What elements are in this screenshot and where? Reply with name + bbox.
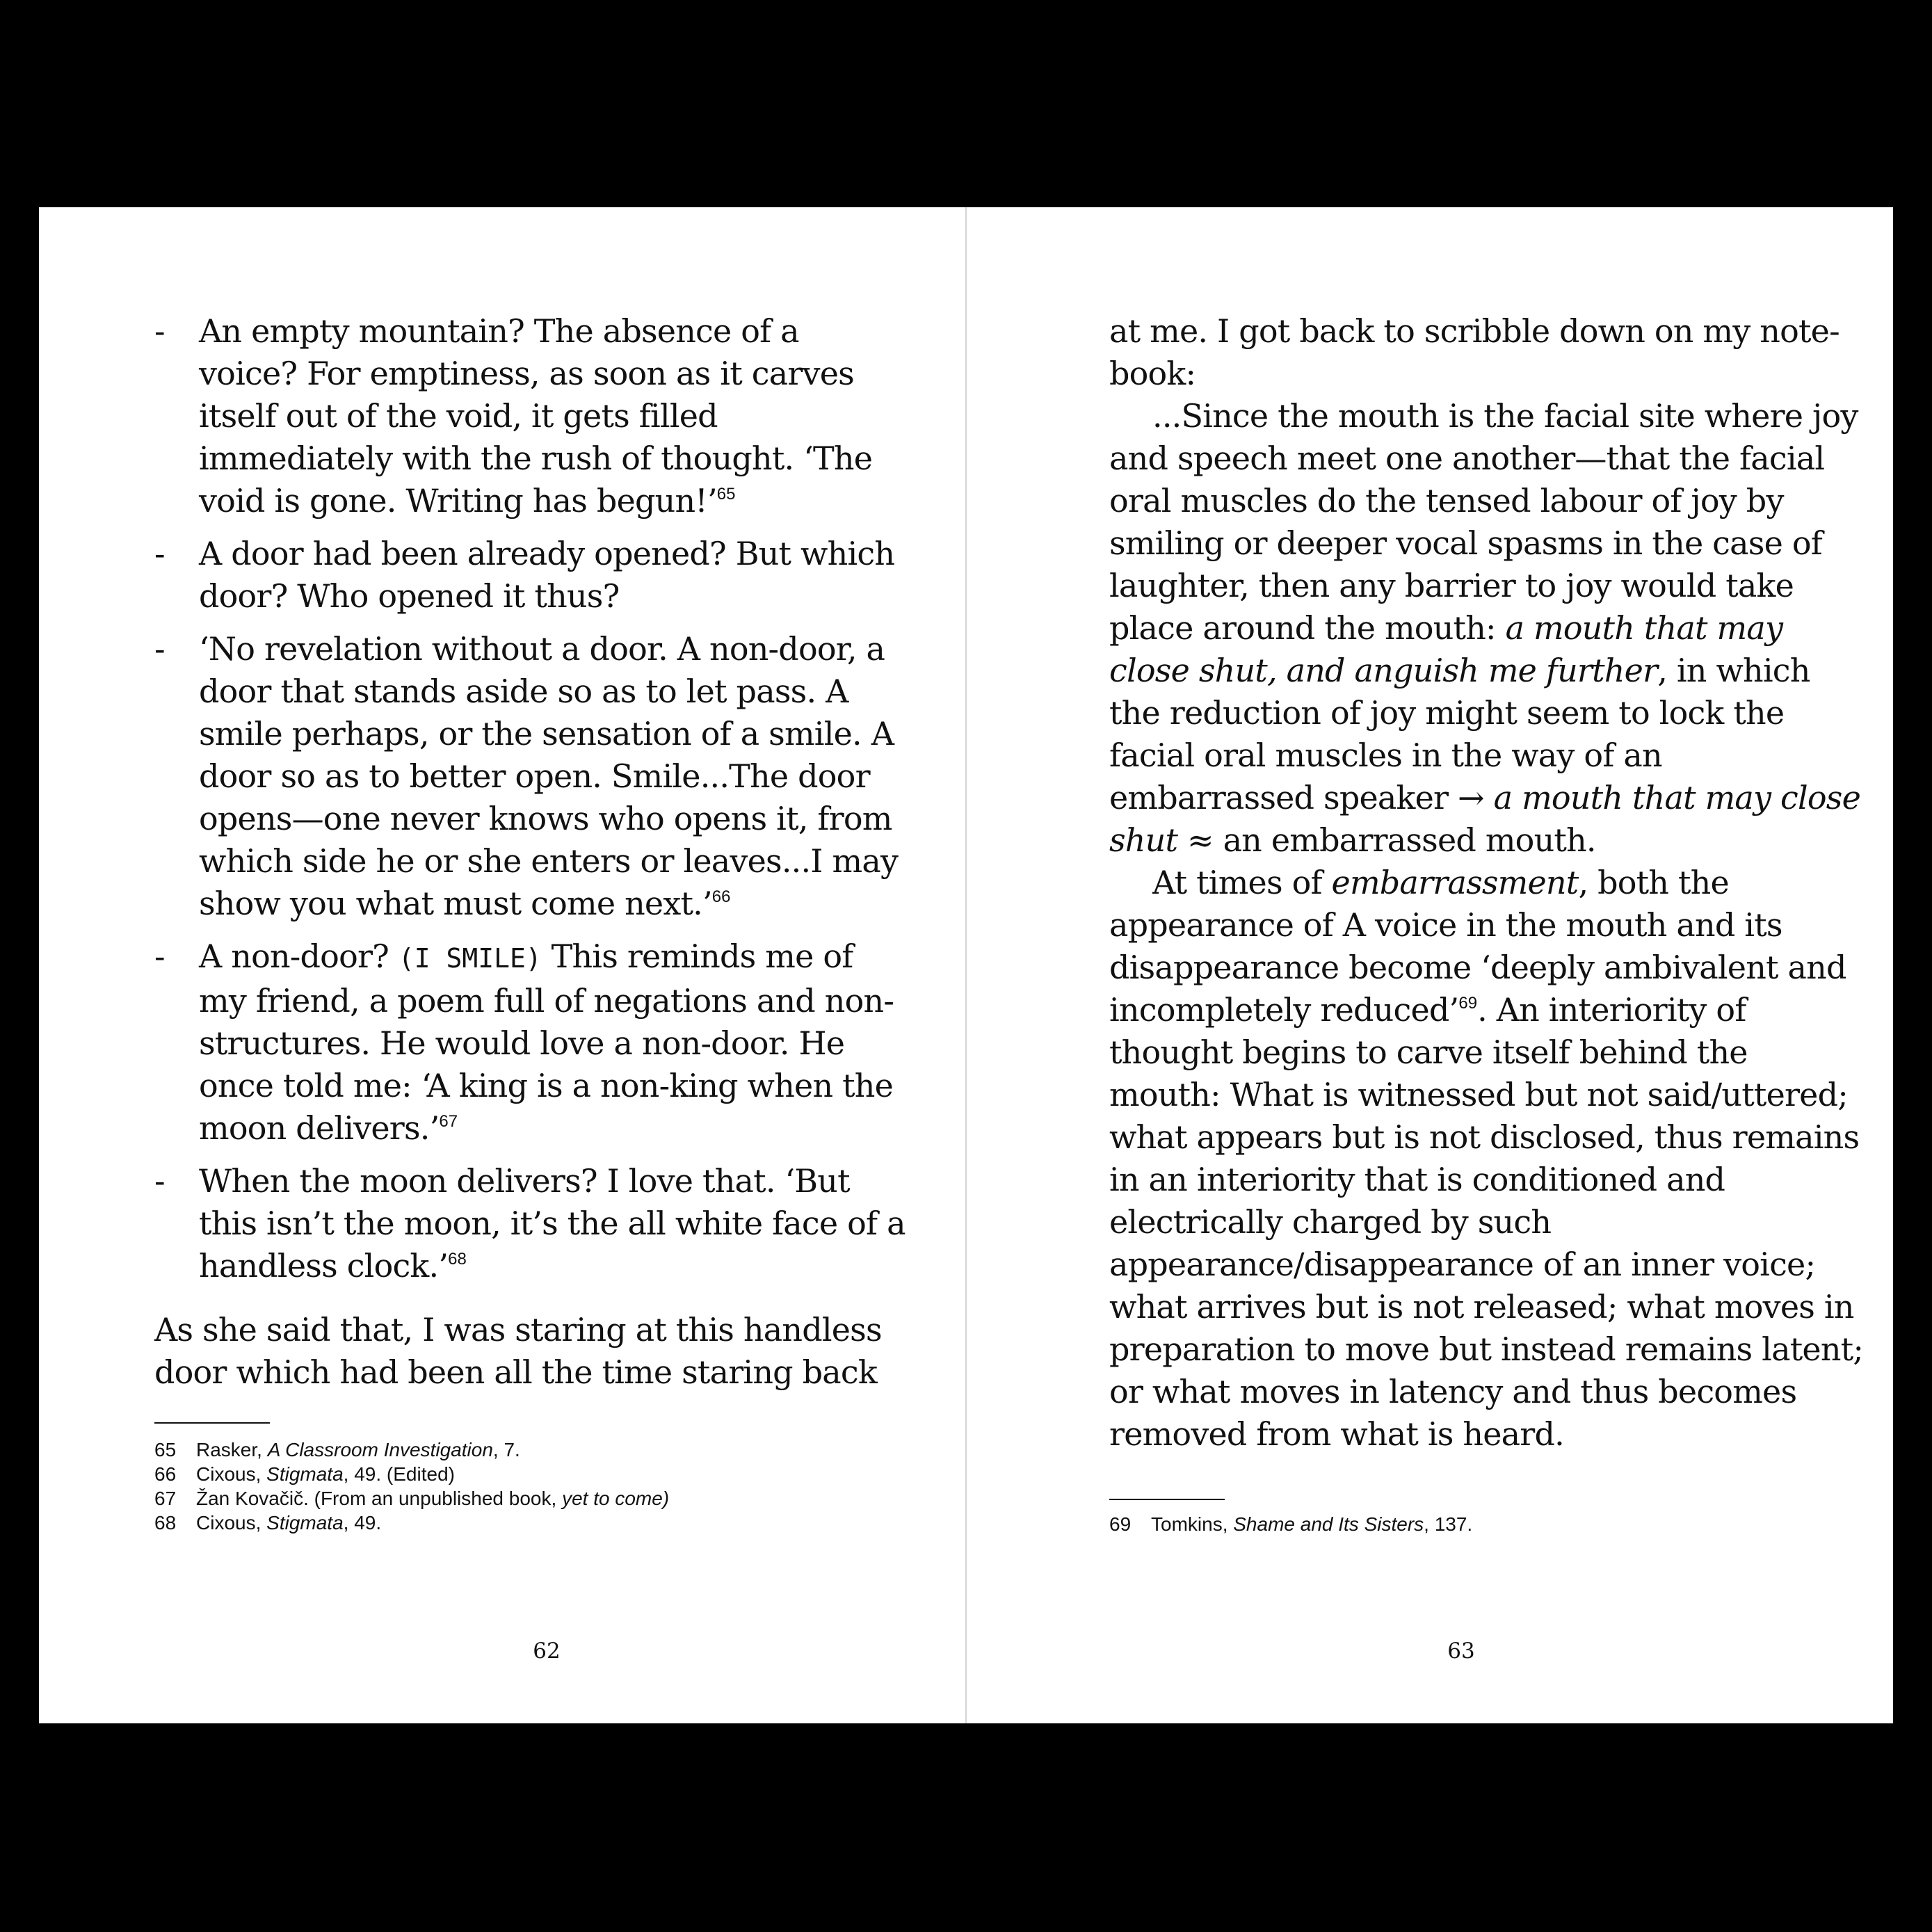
footnote: [154, 1486, 669, 1511]
dialogue-text: When the moon delivers? I love that. ‘But this isn’t the moon, it’s the all white face of a handless clock.’: [199, 1162, 905, 1285]
dialogue-text: A non-door?: [199, 937, 389, 975]
footnotes: [1109, 1512, 1472, 1536]
closing-paragraph: As she said that, I was staring at this handless door which had been all the time staring back: [154, 1311, 882, 1391]
text-run: , both the appearance of A voice in the mouth and its disappearance become ‘deeply ambivalent and incompletely reduced’: [1109, 864, 1846, 1029]
footnote-number: 68: [154, 1512, 177, 1533]
footnote-ref: 67: [439, 1112, 458, 1131]
footnote-title: Stigmata: [266, 1463, 344, 1485]
page-number: 62: [533, 1639, 561, 1664]
footnote-text: Žan Kovačič. (From an unpublished book,: [196, 1488, 563, 1509]
text-run: At times of: [1152, 864, 1322, 901]
text-run: . An interiority of thought begins to carve itself behind the mouth: What is witnessed but not said/uttered; what appears but is not disclosed, thus remains in an interiority that is conditioned and electrically charged by such appearance/disappearance of an inner voice; what arrives but is not released; what moves in preparation to move but instead remains latent; or what moves in latency and thus becomes removed from what is heard.: [1109, 991, 1864, 1453]
dialogue-item: [154, 310, 905, 522]
footnote-title: Stigmata: [266, 1512, 344, 1533]
text-run: ...Since the mouth is the facial site where joy and speech meet one another—that the facial oral muscles do the tensed labour of joy by smiling or deeper vocal spasms in the case of laughter, then any barrier to joy would take place around the mouth:: [1109, 397, 1858, 647]
dialogue-text: An empty mountain? The absence of a voice? For emptiness, as soon as it carves itself out of the void, it gets filled immediately with the rush of thought. ‘The void is gone. Writing has begun!’: [199, 312, 873, 520]
dialogue-text: This reminds me of my friend, a poem full of negations and non-structures. He would love a non-door. He once told me: ‘A king is a non-king when the moon delivers.’: [199, 937, 894, 1147]
footnote-text: , 49.: [343, 1512, 382, 1533]
dialogue-dash: -: [154, 937, 165, 975]
paragraph: [1109, 862, 1867, 1456]
footnote-text: , 7.: [492, 1439, 520, 1460]
left-page: [39, 207, 965, 1723]
dialogue-item: [154, 1160, 905, 1287]
dialogue-item: [154, 533, 905, 618]
italic-run: embarrassment: [1331, 864, 1579, 901]
dialogue-dash: -: [154, 312, 165, 350]
footnote-text: , 137.: [1424, 1513, 1473, 1535]
approx-symbol: ≈: [1186, 821, 1214, 859]
footnote-text: Cixous,: [196, 1463, 267, 1485]
dialogue-list: [154, 310, 905, 1298]
footnote-title: yet to come): [562, 1488, 670, 1509]
dialogue-item: [154, 628, 905, 925]
dialogue-dash: -: [154, 1162, 165, 1200]
text-run: , in which the reduction of joy might seem to lock the facial oral muscles in the way of an embarrassed speaker: [1109, 652, 1810, 816]
footnote-ref: 68: [448, 1250, 467, 1269]
footnote-ref: 65: [716, 485, 736, 504]
italic-run: a mouth that may close shut, and anguish me further: [1109, 609, 1783, 689]
footnote-title: A Classroom Investigation: [267, 1439, 493, 1460]
body-text: [1109, 310, 1867, 1456]
footnote-number: 65: [154, 1439, 177, 1460]
footnote-number: 67: [154, 1488, 177, 1509]
footnote-rule: [154, 1422, 270, 1424]
footnote-number: 69: [1109, 1513, 1132, 1535]
paragraph: at me. I got back to scribble down on my note-book:: [1109, 312, 1840, 392]
arrow-symbol: →: [1458, 779, 1484, 816]
footnote-text: Cixous,: [196, 1512, 267, 1533]
footnote-text: Tomkins,: [1151, 1513, 1234, 1535]
footnotes: [154, 1438, 669, 1535]
stage-direction: (I SMILE): [398, 943, 542, 974]
footnote-title: Shame and Its Sisters: [1233, 1513, 1424, 1535]
right-page: [967, 207, 1893, 1723]
footnote-text: , 49. (Edited): [343, 1463, 455, 1485]
dialogue-text: A door had been already opened? But which door? Who opened it thus?: [199, 535, 895, 615]
page-number: 63: [1447, 1639, 1475, 1664]
text-run: an embarrassed mouth.: [1223, 821, 1596, 859]
footnote: [1109, 1512, 1472, 1536]
dialogue-dash: -: [154, 630, 165, 668]
dialogue-text: ‘No revelation without a door. A non-door, a door that stands aside so as to let pass. A smile perhaps, or the sensation of a smile. A door so as to better open. Smile...The door opens—one never knows who opens it, from which side he or she enters or leaves...I may show you what must come next.’: [199, 630, 899, 922]
paragraph: [1109, 395, 1867, 862]
footnote-text: Rasker,: [196, 1439, 268, 1460]
footnote: [154, 1462, 669, 1486]
book-spread: [39, 207, 1893, 1723]
footnote-ref: 66: [711, 887, 731, 906]
footnote-ref: 69: [1458, 994, 1478, 1013]
dialogue-dash: -: [154, 535, 165, 572]
footnote: [154, 1511, 669, 1535]
footnote-number: 66: [154, 1463, 177, 1485]
italic-run: a mouth that may close shut: [1109, 779, 1861, 859]
footnote-rule: [1109, 1499, 1225, 1500]
footnote: [154, 1438, 669, 1462]
dialogue-item: [154, 935, 905, 1150]
